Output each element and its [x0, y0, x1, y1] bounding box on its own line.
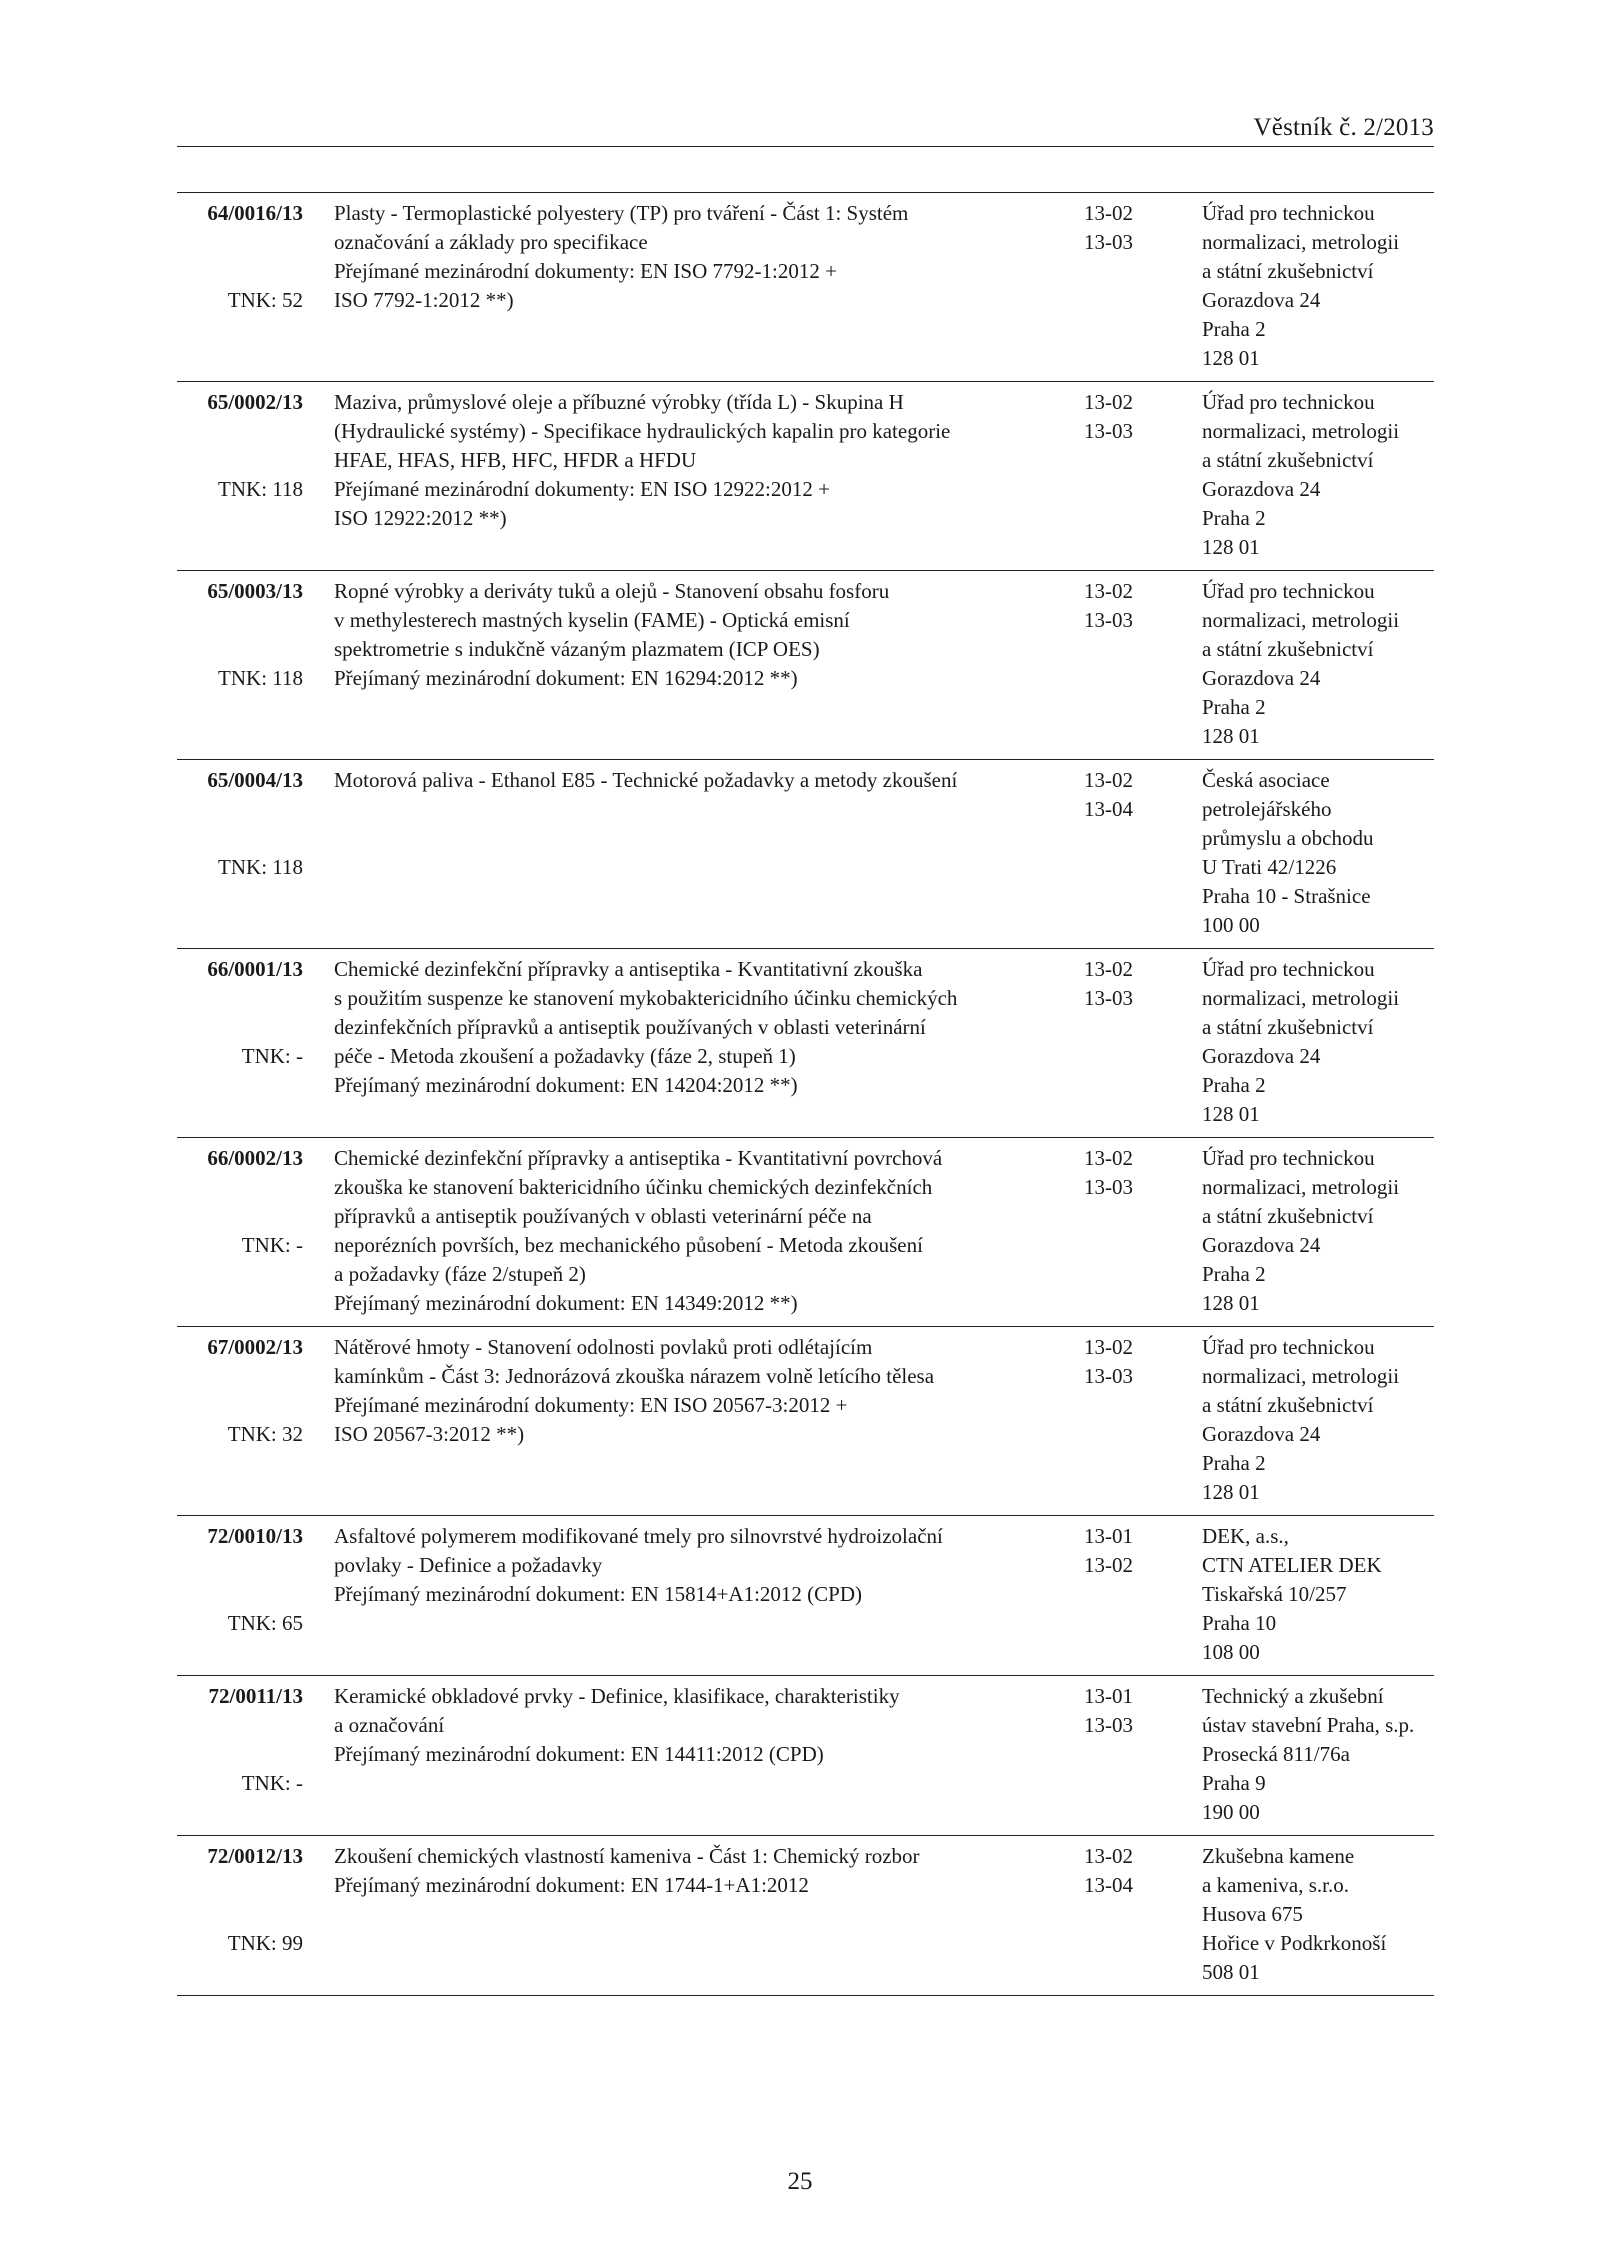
entry-number: 72/0010/13	[207, 1524, 303, 1548]
header-divider	[177, 146, 1434, 147]
entry-number: 65/0003/13	[207, 579, 303, 603]
entry-code: 13-02	[1084, 1844, 1133, 1868]
entry-title-cell	[334, 1522, 1054, 1609]
entry-address-line: Hořice v Podkrkonoší	[1202, 1931, 1387, 1955]
entry-codes-cell	[1084, 1333, 1184, 1391]
entry-code: 13-04	[1084, 797, 1133, 821]
entry-address-line: a státní zkušebnictví	[1202, 1204, 1374, 1228]
entry-address-line: Zkušebna kamene	[1202, 1844, 1355, 1868]
entry-address-line: a státní zkušebnictví	[1202, 259, 1374, 283]
entry-code: 13-01	[1084, 1684, 1133, 1708]
entry-address-line: normalizaci, metrologii	[1202, 608, 1400, 632]
entry-address-line: normalizaci, metrologii	[1202, 230, 1400, 254]
entry-title-line: ISO 12922:2012 **)	[334, 506, 507, 530]
entry-address-line: Praha 10 - Strašnice	[1202, 884, 1371, 908]
entry-address-line: Praha 2	[1202, 317, 1266, 341]
entry-tnk: TNK: -	[241, 1771, 303, 1795]
entry-address-line: 100 00	[1202, 913, 1260, 937]
entry-title-line: dezinfekčních přípravků a antiseptik používaných v oblasti veterinární	[334, 1015, 926, 1039]
entry-title-line: Plasty - Termoplastické polyestery (TP) pro tváření - Část 1: Systém	[334, 201, 909, 225]
entry-title-cell	[334, 955, 1054, 1100]
table-row	[177, 381, 1434, 570]
entry-codes-cell	[1084, 766, 1184, 824]
entry-id-cell	[177, 1842, 303, 1987]
entry-address-line: a státní zkušebnictví	[1202, 1393, 1374, 1417]
entry-title-line: Motorová paliva - Ethanol E85 - Technické požadavky a metody zkoušení	[334, 768, 958, 792]
table-row	[177, 1326, 1434, 1515]
entry-id-cell	[177, 1333, 303, 1507]
entry-address-line: CTN ATELIER DEK	[1202, 1553, 1382, 1577]
entry-tnk: TNK: -	[241, 1044, 303, 1068]
entry-number: 65/0004/13	[207, 768, 303, 792]
entry-address-line: Technický a zkušební	[1202, 1684, 1384, 1708]
entry-address-line: Gorazdova 24	[1202, 1422, 1321, 1446]
entry-tnk: TNK: 118	[218, 666, 303, 690]
entry-code: 13-02	[1084, 201, 1133, 225]
entry-codes-cell	[1084, 577, 1184, 635]
entry-title-line: Přejímaný mezinárodní dokument: EN 14411:2012 (CPD)	[334, 1742, 824, 1766]
entry-address-line: Úřad pro technickou	[1202, 201, 1375, 225]
entry-title-line: a označování	[334, 1713, 445, 1737]
entry-title-cell	[334, 1842, 1054, 1900]
entry-number: 72/0012/13	[207, 1844, 303, 1868]
entry-address-line: Praha 9	[1202, 1771, 1266, 1795]
entry-title-line: ISO 7792-1:2012 **)	[334, 288, 514, 312]
entry-title-line: Zkoušení chemických vlastností kameniva - Část 1: Chemický rozbor	[334, 1844, 920, 1868]
entry-title-line: Chemické dezinfekční přípravky a antiseptika - Kvantitativní povrchová	[334, 1146, 943, 1170]
entry-title-cell	[334, 577, 1054, 693]
entry-address-line: 108 00	[1202, 1640, 1260, 1664]
entry-address-line: 128 01	[1202, 1102, 1260, 1126]
entry-title-line: v methylesterech mastných kyselin (FAME) - Optická emisní	[334, 608, 850, 632]
entry-codes-cell	[1084, 1522, 1184, 1580]
entry-address-line: Česká asociace	[1202, 768, 1330, 792]
entry-address-line: 508 01	[1202, 1960, 1260, 1984]
entry-address-line: Úřad pro technickou	[1202, 579, 1375, 603]
page-number: 25	[787, 2168, 813, 2195]
entry-title-line: neporézních površích, bez mechanického působení - Metoda zkoušení	[334, 1233, 923, 1257]
entry-codes-cell	[1084, 1842, 1184, 1900]
entry-code: 13-03	[1084, 419, 1133, 443]
entry-title-cell	[334, 1333, 1054, 1449]
entry-title-line: Přejímaný mezinárodní dokument: EN 14204:2012 **)	[334, 1073, 798, 1097]
entry-codes-cell	[1084, 388, 1184, 446]
entry-title-line: Přejímaný mezinárodní dokument: EN 14349:2012 **)	[334, 1291, 798, 1315]
entry-address-line: Tiskařská 10/257	[1202, 1582, 1347, 1606]
entry-id-cell	[177, 955, 303, 1129]
entry-address-cell	[1202, 955, 1434, 1129]
entry-address-cell	[1202, 1682, 1434, 1827]
entry-title-cell	[334, 766, 1054, 795]
entry-address-line: normalizaci, metrologii	[1202, 986, 1400, 1010]
entry-code: 13-02	[1084, 957, 1133, 981]
entry-address-cell	[1202, 1522, 1434, 1667]
entry-address-cell	[1202, 388, 1434, 562]
entry-address-line: a kameniva, s.r.o.	[1202, 1873, 1349, 1897]
entry-code: 13-03	[1084, 986, 1133, 1010]
entry-address-cell	[1202, 766, 1434, 940]
entry-title-line: péče - Metoda zkoušení a požadavky (fáze 2, stupeň 1)	[334, 1044, 796, 1068]
entry-number: 66/0002/13	[207, 1146, 303, 1170]
entry-title-line: Ropné výrobky a deriváty tuků a olejů - Stanovení obsahu fosforu	[334, 579, 890, 603]
entry-title-line: ISO 20567-3:2012 **)	[334, 1422, 525, 1446]
entry-tnk: TNK: 52	[227, 288, 303, 312]
entry-codes-cell	[1084, 199, 1184, 257]
entry-address-line: Gorazdova 24	[1202, 477, 1321, 501]
entry-id-cell	[177, 1682, 303, 1827]
entry-code: 13-04	[1084, 1873, 1133, 1897]
entry-address-line: 128 01	[1202, 535, 1260, 559]
table-row	[177, 1515, 1434, 1675]
entry-address-line: 128 01	[1202, 1480, 1260, 1504]
entry-title-cell	[334, 199, 1054, 315]
entry-title-line: (Hydraulické systémy) - Specifikace hydraulických kapalin pro kategorie	[334, 419, 951, 443]
entry-title-line: a požadavky (fáze 2/stupeň 2)	[334, 1262, 586, 1286]
entry-address-line: Úřad pro technickou	[1202, 390, 1375, 414]
entry-title-line: Asfaltové polymerem modifikované tmely pro silnovrstvé hydroizolační	[334, 1524, 943, 1548]
table-row	[177, 570, 1434, 759]
entry-address-line: Praha 10	[1202, 1611, 1277, 1635]
entry-title-line: Přejímaný mezinárodní dokument: EN 15814+A1:2012 (CPD)	[334, 1582, 863, 1606]
entry-address-cell	[1202, 199, 1434, 373]
entry-tnk: TNK: 118	[218, 855, 303, 879]
entry-address-line: U Trati 42/1226	[1202, 855, 1337, 879]
entry-title-cell	[334, 388, 1054, 533]
table-row	[177, 948, 1434, 1137]
entry-title-line: povlaky - Definice a požadavky	[334, 1553, 603, 1577]
entry-address-line: normalizaci, metrologii	[1202, 419, 1400, 443]
standards-table	[177, 192, 1434, 1996]
entry-address-line: ústav stavební Praha, s.p.	[1202, 1713, 1415, 1737]
entry-address-line: Prosecká 811/76a	[1202, 1742, 1350, 1766]
entry-number: 65/0002/13	[207, 390, 303, 414]
entry-address-line: a státní zkušebnictví	[1202, 1015, 1374, 1039]
entry-title-line: Keramické obkladové prvky - Definice, klasifikace, charakteristiky	[334, 1684, 900, 1708]
entry-address-line: Úřad pro technickou	[1202, 957, 1375, 981]
entry-address-line: Praha 2	[1202, 1262, 1266, 1286]
entry-number: 67/0002/13	[207, 1335, 303, 1359]
entry-code: 13-03	[1084, 1175, 1133, 1199]
entry-number: 72/0011/13	[208, 1684, 303, 1708]
entry-address-line: normalizaci, metrologii	[1202, 1364, 1400, 1388]
entry-title-line: Přejímané mezinárodní dokumenty: EN ISO 7792-1:2012 +	[334, 259, 837, 283]
entry-address-line: Gorazdova 24	[1202, 666, 1321, 690]
entry-address-line: Praha 2	[1202, 506, 1266, 530]
entry-title-line: kamínkům - Část 3: Jednorázová zkouška nárazem volně letícího tělesa	[334, 1364, 935, 1388]
entry-address-line: 128 01	[1202, 346, 1260, 370]
entry-address-line: normalizaci, metrologii	[1202, 1175, 1400, 1199]
entry-address-line: Gorazdova 24	[1202, 288, 1321, 312]
entry-code: 13-02	[1084, 390, 1133, 414]
entry-tnk: TNK: 65	[227, 1611, 303, 1635]
entry-code: 13-02	[1084, 1146, 1133, 1170]
entry-address-line: Husova 675	[1202, 1902, 1303, 1926]
entry-title-line: Maziva, průmyslové oleje a příbuzné výrobky (třída L) - Skupina H	[334, 390, 904, 414]
entry-code: 13-03	[1084, 608, 1133, 632]
entry-tnk: TNK: -	[241, 1233, 303, 1257]
entry-title-line: Přejímaný mezinárodní dokument: EN 1744-1+A1:2012	[334, 1873, 809, 1897]
entry-title-line: přípravků a antiseptik používaných v oblasti veterinární péče na	[334, 1204, 872, 1228]
table-row	[177, 1137, 1434, 1326]
entry-tnk: TNK: 118	[218, 477, 303, 501]
table-row	[177, 1835, 1434, 1996]
entry-address-cell	[1202, 1842, 1434, 1987]
entry-id-cell	[177, 766, 303, 940]
entry-address-cell	[1202, 1333, 1434, 1507]
entry-number: 66/0001/13	[207, 957, 303, 981]
entry-title-line: s použitím suspenze ke stanovení mykobaktericidního účinku chemických	[334, 986, 958, 1010]
entry-address-line: Praha 2	[1202, 695, 1266, 719]
entry-number: 64/0016/13	[207, 201, 303, 225]
entry-codes-cell	[1084, 1144, 1184, 1202]
entry-title-cell	[334, 1682, 1054, 1769]
entry-address-line: Gorazdova 24	[1202, 1044, 1321, 1068]
entry-title-cell	[334, 1144, 1054, 1318]
table-row	[177, 759, 1434, 948]
entry-title-line: Přejímaný mezinárodní dokument: EN 16294:2012 **)	[334, 666, 798, 690]
entry-code: 13-02	[1084, 1335, 1133, 1359]
entry-id-cell	[177, 577, 303, 751]
table-row	[177, 192, 1434, 381]
entry-code: 13-02	[1084, 579, 1133, 603]
entry-codes-cell	[1084, 955, 1184, 1013]
entry-id-cell	[177, 1144, 303, 1318]
entry-tnk: TNK: 99	[227, 1931, 303, 1955]
entry-address-line: 190 00	[1202, 1800, 1260, 1824]
entry-title-line: HFAE, HFAS, HFB, HFC, HFDR a HFDU	[334, 448, 697, 472]
entry-address-line: 128 01	[1202, 1291, 1260, 1315]
entry-code: 13-03	[1084, 230, 1133, 254]
entry-code: 13-01	[1084, 1524, 1133, 1548]
entry-id-cell	[177, 1522, 303, 1667]
entry-address-line: Úřad pro technickou	[1202, 1146, 1375, 1170]
entry-address-line: petrolejářského	[1202, 797, 1332, 821]
entry-title-line: označování a základy pro specifikace	[334, 230, 648, 254]
entry-code: 13-03	[1084, 1364, 1133, 1388]
entry-tnk: TNK: 32	[227, 1422, 303, 1446]
entry-code: 13-02	[1084, 768, 1133, 792]
entry-address-line: a státní zkušebnictví	[1202, 448, 1374, 472]
entry-address-line: Praha 2	[1202, 1073, 1266, 1097]
entry-address-line: 128 01	[1202, 724, 1260, 748]
entry-title-line: Přejímané mezinárodní dokumenty: EN ISO 12922:2012 +	[334, 477, 830, 501]
entry-address-cell	[1202, 577, 1434, 751]
entry-address-line: Praha 2	[1202, 1451, 1266, 1475]
entry-title-line: Přejímané mezinárodní dokumenty: EN ISO 20567-3:2012 +	[334, 1393, 848, 1417]
entry-title-line: spektrometrie s indukčně vázaným plazmatem (ICP OES)	[334, 637, 820, 661]
entry-address-line: a státní zkušebnictví	[1202, 637, 1374, 661]
table-row	[177, 1675, 1434, 1835]
entry-title-line: Nátěrové hmoty - Stanovení odolnosti povlaků proti odlétajícím	[334, 1335, 873, 1359]
entry-id-cell	[177, 199, 303, 373]
entry-codes-cell	[1084, 1682, 1184, 1740]
entry-address-cell	[1202, 1144, 1434, 1318]
entry-id-cell	[177, 388, 303, 562]
entry-address-line: Úřad pro technickou	[1202, 1335, 1375, 1359]
entry-address-line: Gorazdova 24	[1202, 1233, 1321, 1257]
entry-title-line: Chemické dezinfekční přípravky a antiseptika - Kvantitativní zkouška	[334, 957, 923, 981]
entry-title-line: zkouška ke stanovení baktericidního účinku chemických dezinfekčních	[334, 1175, 933, 1199]
entry-address-line: DEK, a.s.,	[1202, 1524, 1289, 1548]
entry-code: 13-03	[1084, 1713, 1133, 1737]
entry-code: 13-02	[1084, 1553, 1133, 1577]
entry-address-line: průmyslu a obchodu	[1202, 826, 1374, 850]
bulletin-title: Věstník č. 2/2013	[1253, 114, 1434, 141]
